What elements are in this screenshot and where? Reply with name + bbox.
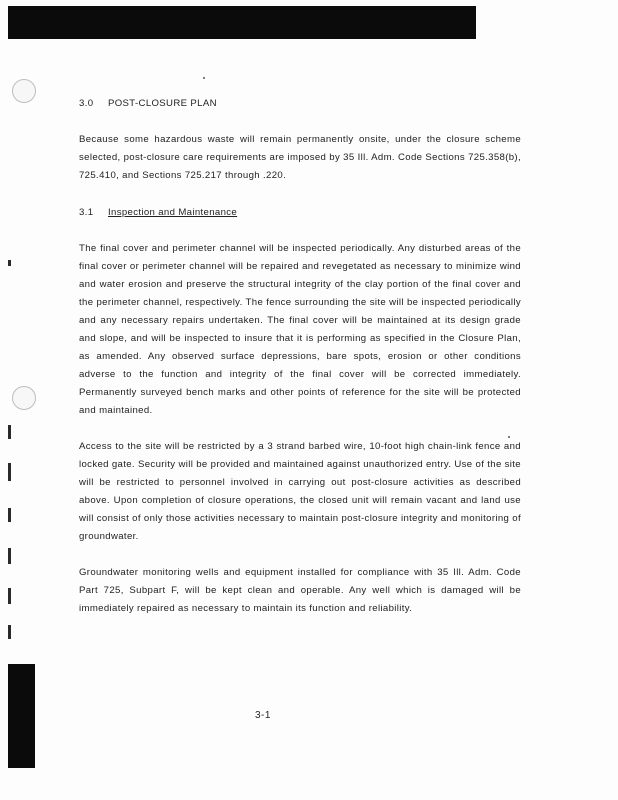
edge-mark [8,425,11,439]
punch-hole-middle [12,386,36,410]
edge-mark [8,625,11,639]
edge-mark [8,588,11,604]
paragraph-inspection: The final cover and perimeter channel will be inspected periodically. Any disturbed areas of the final cover or perimeter channel will be repaired and revegetated as necessary to minimize wind and water erosion and preserve the structural integrity of the clay portion of the final cover and the perimeter channel, respectively. The fence surrounding the site will be inspected periodically and any necessary repairs undertaken. The final cover will be maintained at its design grade and slope, and will be inspected to insure that it is performing as specified in the Closure Plan, as amended. Any observed surface depressions, bare spots, erosion or other conditions adverse to the function and integrity of the final cover will be corrected immediately. Permanently surveyed bench marks and other points of reference for the site will be protected and maintained. [79,243,521,416]
edge-mark [8,463,11,481]
edge-mark [8,260,11,266]
page-number: 3-1 [255,710,271,721]
scan-redaction-bar [8,6,476,39]
punch-hole-top [12,79,36,103]
document-body [79,95,521,636]
section-number: 3.0 [79,98,94,109]
edge-mark [8,548,11,564]
subsection-title: Inspection and Maintenance [108,207,238,218]
paragraph-access: Access to the site will be restricted by a 3 strand barbed wire, 10-foot high chain-link fence and locked gate. Security will be provided and maintained against unauthorized entry. Use of the site will be restricted to personnel involved in carrying out post-closure activities as described above. Upon completion of closure operations, the closed unit will remain vacant and land use will consist of only those activities necessary to maintain post-closure integrity and monitoring of groundwater. [79,441,521,542]
intro-paragraph: Because some hazardous waste will remain permanently onsite, under the closure scheme selected, post-closure care requirements are imposed by 35 Ill. Adm. Code Sections 725.358(b), 725.410, and Sections 725.217 through .220. [79,134,521,181]
subsection-heading [79,204,521,222]
subsection-number: 3.1 [79,207,94,218]
scan-edge-bar [8,664,35,768]
scan-speck [203,77,205,79]
section-heading [79,95,521,113]
paragraph-groundwater: Groundwater monitoring wells and equipment installed for compliance with 35 Ill. Adm. Code Part 725, Subpart F, will be kept clean and operable. Any well which is damaged will be immediately repaired as necessary to maintain its function and reliability. [79,567,521,614]
edge-mark [8,508,11,522]
section-title: POST-CLOSURE PLAN [108,98,217,109]
